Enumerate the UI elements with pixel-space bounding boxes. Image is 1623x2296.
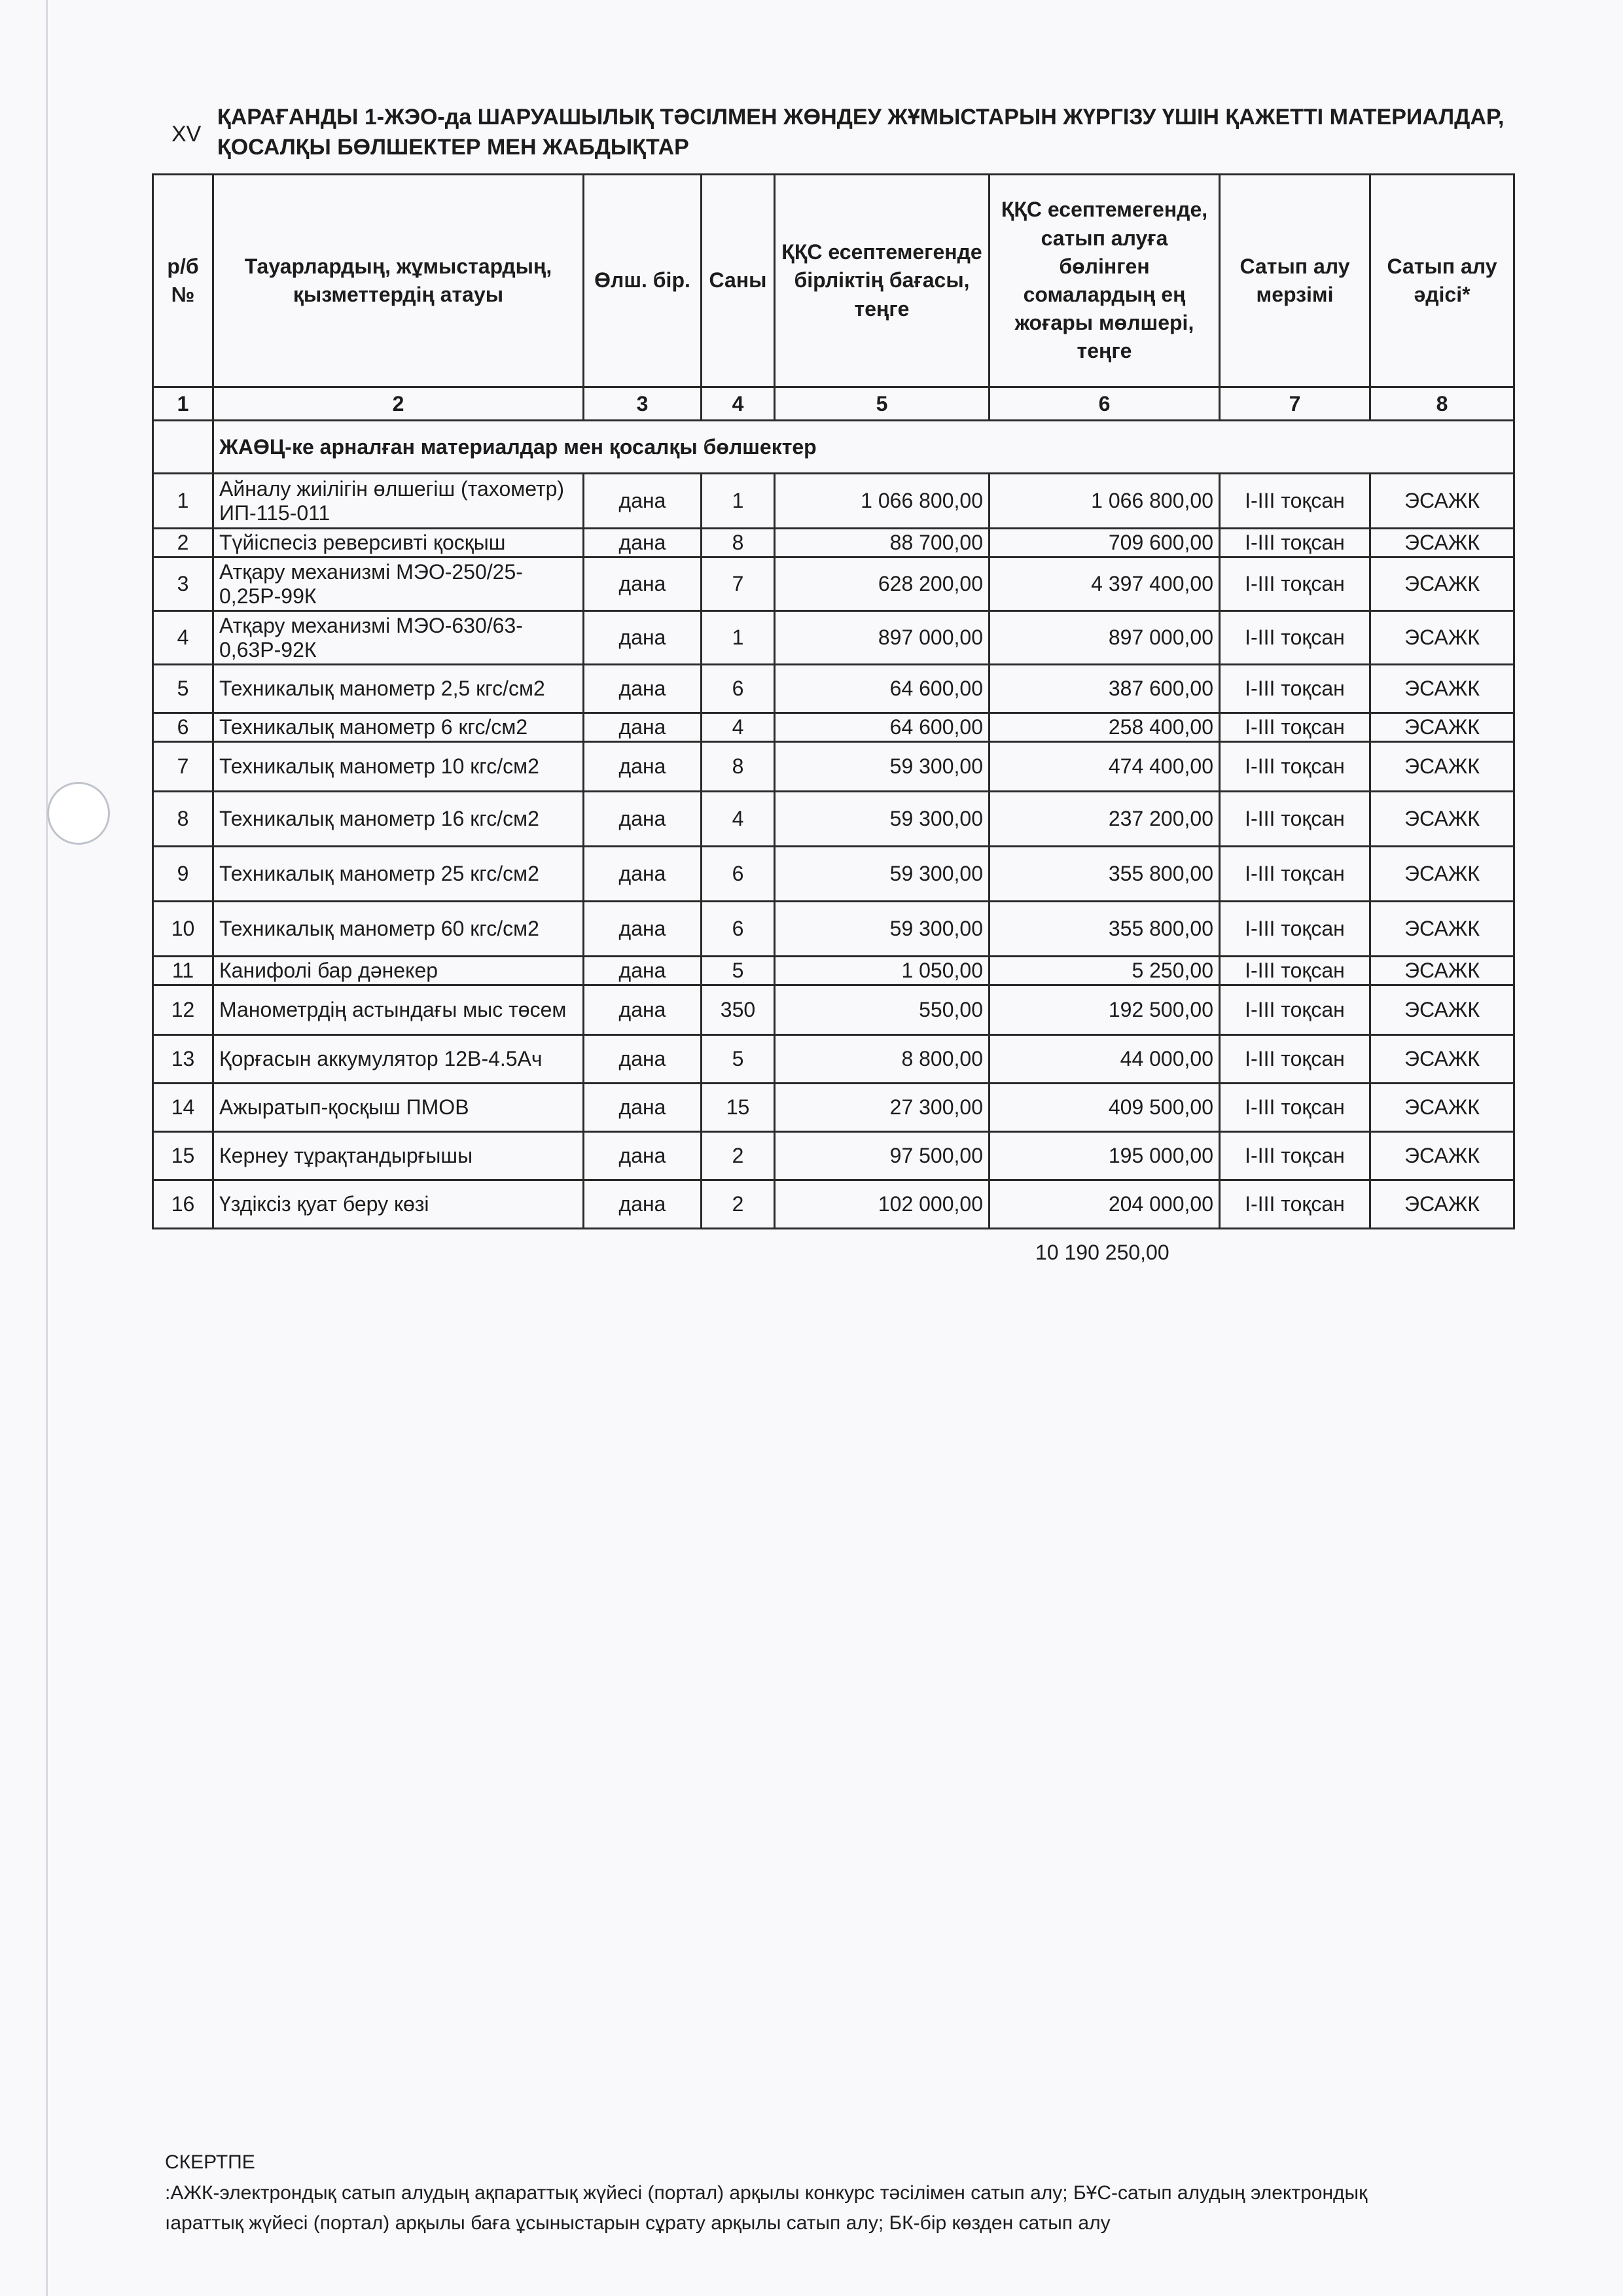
page-edge (46, 0, 48, 2296)
cell-qty: 5 (702, 957, 775, 985)
cell-method: ЭСАЖК (1370, 611, 1514, 665)
cell-method: ЭСАЖК (1370, 742, 1514, 792)
title-line-1: ҚАРАҒАНДЫ 1-ЖЭО-да ШАРУАШЫЛЫҚ ТӘСІЛМЕН ЖӨНДЕУ ЖҰМЫСТАРЫН ЖҮРГІЗУ ҮШІН ҚАЖЕТТІ МАТЕРИАЛДАР, (217, 105, 1505, 130)
cell-method: ЭСАЖК (1370, 713, 1514, 742)
cell-qty: 6 (702, 847, 775, 902)
cell-term: I-III тоқсан (1220, 529, 1370, 557)
cell-price: 97 500,00 (775, 1132, 990, 1180)
cell-name: Ажыратып-қосқыш ПМОВ (213, 1084, 584, 1132)
cell-term: I-III тоқсан (1220, 1035, 1370, 1084)
cell-sum: 1 066 800,00 (990, 474, 1220, 529)
header-cell: Тауарлардың, жұмыстардың, қызметтердің атауы (213, 175, 584, 387)
cell-price: 897 000,00 (775, 611, 990, 665)
cell-sum: 237 200,00 (990, 792, 1220, 847)
table-row (153, 1180, 1514, 1229)
cell-method: ЭСАЖК (1370, 1084, 1514, 1132)
cell-unit: дана (584, 985, 702, 1035)
cell-method: ЭСАЖК (1370, 529, 1514, 557)
cell-qty: 15 (702, 1084, 775, 1132)
cell-price: 628 200,00 (775, 557, 990, 611)
cell-n: 2 (153, 529, 213, 557)
title-line-2: ҚОСАЛҚЫ БӨЛШЕКТЕР МЕН ЖАБДЫҚТАР (217, 135, 689, 160)
cell-unit: дана (584, 1084, 702, 1132)
section-row (153, 421, 1514, 474)
cell-n: 8 (153, 792, 213, 847)
cell-price: 59 300,00 (775, 847, 990, 902)
table-row (153, 713, 1514, 742)
cell-sum: 409 500,00 (990, 1084, 1220, 1132)
cell-sum: 355 800,00 (990, 847, 1220, 902)
cell-price: 64 600,00 (775, 665, 990, 713)
footnote-line-2: ıараттық жүйесі (портал) арқылы баға ұсыныстарын сұрату арқылы сатып алу; БК-бір көзден сатып алу (165, 2212, 1111, 2234)
cell-qty: 5 (702, 1035, 775, 1084)
table-row (153, 985, 1514, 1035)
table-row (153, 1132, 1514, 1180)
cell-name: Техникалық манометр 2,5 кгс/см2 (213, 665, 584, 713)
cell-name: Қорғасын аккумулятор 12В-4.5Ач (213, 1035, 584, 1084)
cell-term: I-III тоқсан (1220, 847, 1370, 902)
cell-qty: 6 (702, 665, 775, 713)
header-cell: Өлш. бір. (584, 175, 702, 387)
cell-name: Айналу жиілігін өлшегіш (тахометр) ИП-115-011 (213, 474, 584, 529)
cell-n: 4 (153, 611, 213, 665)
cell-method: ЭСАЖК (1370, 1180, 1514, 1229)
cell-method: ЭСАЖК (1370, 1132, 1514, 1180)
header-cell: ҚҚС есептемегенде, сатып алуға бөлінген сомалардың ең жоғары мөлшері, теңге (990, 175, 1220, 387)
table-row (153, 665, 1514, 713)
cell-qty: 8 (702, 742, 775, 792)
cell-term: I-III тоқсан (1220, 792, 1370, 847)
cell-method: ЭСАЖК (1370, 792, 1514, 847)
cell-price: 102 000,00 (775, 1180, 990, 1229)
cell-name: Кернеу тұрақтандырғышы (213, 1132, 584, 1180)
table-row (153, 1035, 1514, 1084)
cell-term: I-III тоқсан (1220, 1084, 1370, 1132)
table-row (153, 957, 1514, 985)
cell-n: 14 (153, 1084, 213, 1132)
cell-qty: 1 (702, 611, 775, 665)
header-cell: р/б № (153, 175, 213, 387)
column-number: 2 (213, 387, 584, 421)
cell-name: Канифолі бар дәнекер (213, 957, 584, 985)
cell-name: Техникалық манометр 60 кгс/см2 (213, 902, 584, 957)
cell-n: 5 (153, 665, 213, 713)
cell-term: I-III тоқсан (1220, 985, 1370, 1035)
cell-term: I-III тоқсан (1220, 742, 1370, 792)
cell-name: Үздіксіз қуат беру көзі (213, 1180, 584, 1229)
cell-price: 1 066 800,00 (775, 474, 990, 529)
column-number-row (153, 387, 1514, 421)
cell-sum: 709 600,00 (990, 529, 1220, 557)
cell-qty: 6 (702, 902, 775, 957)
cell-n: 15 (153, 1132, 213, 1180)
cell-n: 1 (153, 474, 213, 529)
footnote (165, 2147, 1367, 2239)
cell-unit: дана (584, 474, 702, 529)
table-row (153, 742, 1514, 792)
cell-term: I-III тоқсан (1220, 902, 1370, 957)
cell-method: ЭСАЖК (1370, 847, 1514, 902)
cell-n: 10 (153, 902, 213, 957)
cell-sum: 258 400,00 (990, 713, 1220, 742)
table-row (153, 902, 1514, 957)
cell-unit: дана (584, 847, 702, 902)
cell-sum: 195 000,00 (990, 1132, 1220, 1180)
cell-sum: 474 400,00 (990, 742, 1220, 792)
cell-unit: дана (584, 529, 702, 557)
cell-name: Манометрдің астындағы мыс төсем (213, 985, 584, 1035)
cell-unit: дана (584, 742, 702, 792)
cell-term: I-III тоқсан (1220, 611, 1370, 665)
column-number: 8 (1370, 387, 1514, 421)
cell-sum: 5 250,00 (990, 957, 1220, 985)
cell-qty: 4 (702, 713, 775, 742)
cell-price: 64 600,00 (775, 713, 990, 742)
cell-unit: дана (584, 902, 702, 957)
cell-qty: 2 (702, 1180, 775, 1229)
cell-price: 27 300,00 (775, 1084, 990, 1132)
cell-method: ЭСАЖК (1370, 1035, 1514, 1084)
total-amount: 10 190 250,00 (1035, 1241, 1169, 1264)
cell-unit: дана (584, 557, 702, 611)
cell-sum: 192 500,00 (990, 985, 1220, 1035)
footnote-line-1: :АЖК-электрондық сатып алудың ақпараттық жүйесі (портал) арқылы конкурс тәсілімен сатып алу; БҰС-сатып алудың электрондық (165, 2181, 1368, 2204)
cell-method: ЭСАЖК (1370, 957, 1514, 985)
column-number: 6 (990, 387, 1220, 421)
section-title: ЖАӨЦ-ке арналған материалдар мен қосалқы бөлшектер (213, 421, 1514, 474)
table-row (153, 792, 1514, 847)
cell-price: 88 700,00 (775, 529, 990, 557)
cell-term: I-III тоқсан (1220, 1132, 1370, 1180)
cell-term: I-III тоқсан (1220, 665, 1370, 713)
cell-name: Атқару механизмі МЭО-250/25-0,25Р-99К (213, 557, 584, 611)
punch-hole (47, 782, 110, 845)
table-row (153, 1084, 1514, 1132)
cell-n: 11 (153, 957, 213, 985)
cell-price: 59 300,00 (775, 742, 990, 792)
table-row (153, 474, 1514, 529)
cell-n: 9 (153, 847, 213, 902)
cell-n: 3 (153, 557, 213, 611)
cell-name: Түйіспесіз реверсивті қосқыш (213, 529, 584, 557)
cell-unit: дана (584, 1132, 702, 1180)
table-row (153, 847, 1514, 902)
cell-unit: дана (584, 611, 702, 665)
footnote-title: СКЕРТПЕ (165, 2151, 255, 2173)
column-number: 3 (584, 387, 702, 421)
cell-sum: 204 000,00 (990, 1180, 1220, 1229)
cell-qty: 1 (702, 474, 775, 529)
cell-n: 16 (153, 1180, 213, 1229)
header-cell: ҚҚС есептемегенде бірліктің бағасы, теңге (775, 175, 990, 387)
table-row (153, 611, 1514, 665)
cell-term: I-III тоқсан (1220, 1180, 1370, 1229)
cell-name: Техникалық манометр 6 кгс/см2 (213, 713, 584, 742)
header-row (153, 175, 1514, 387)
cell-unit: дана (584, 665, 702, 713)
cell-name: Техникалық манометр 10 кгс/см2 (213, 742, 584, 792)
cell-method: ЭСАЖК (1370, 474, 1514, 529)
cell-term: I-III тоқсан (1220, 957, 1370, 985)
header-cell: Саны (702, 175, 775, 387)
cell-qty: 350 (702, 985, 775, 1035)
cell-term: I-III тоқсан (1220, 557, 1370, 611)
cell-name: Техникалық манометр 16 кгс/см2 (213, 792, 584, 847)
cell-qty: 2 (702, 1132, 775, 1180)
cell-n: 7 (153, 742, 213, 792)
cell-name: Атқару механизмі МЭО-630/63-0,63Р-92К (213, 611, 584, 665)
cell-method: ЭСАЖК (1370, 902, 1514, 957)
cell-sum: 897 000,00 (990, 611, 1220, 665)
table-row (153, 557, 1514, 611)
header-cell: Сатып алу мерзімі (1220, 175, 1370, 387)
cell-qty: 4 (702, 792, 775, 847)
section-roman-numeral: XV (171, 122, 202, 147)
cell-price: 59 300,00 (775, 792, 990, 847)
cell-unit: дана (584, 1035, 702, 1084)
column-number: 7 (1220, 387, 1370, 421)
cell-method: ЭСАЖК (1370, 985, 1514, 1035)
cell-method: ЭСАЖК (1370, 557, 1514, 611)
cell-sum: 44 000,00 (990, 1035, 1220, 1084)
cell-sum: 355 800,00 (990, 902, 1220, 957)
cell-unit: дана (584, 713, 702, 742)
cell-price: 59 300,00 (775, 902, 990, 957)
cell-qty: 8 (702, 529, 775, 557)
cell-price: 550,00 (775, 985, 990, 1035)
cell-qty: 7 (702, 557, 775, 611)
cell-method: ЭСАЖК (1370, 665, 1514, 713)
cell-sum: 387 600,00 (990, 665, 1220, 713)
cell-name: Техникалық манометр 25 кгс/см2 (213, 847, 584, 902)
header-cell: Сатып алу әдісі* (1370, 175, 1514, 387)
cell-unit: дана (584, 957, 702, 985)
cell-price: 8 800,00 (775, 1035, 990, 1084)
cell-n: 6 (153, 713, 213, 742)
cell-unit: дана (584, 792, 702, 847)
cell-term: I-III тоқсан (1220, 474, 1370, 529)
materials-table (152, 173, 1515, 1229)
column-number: 5 (775, 387, 990, 421)
cell-n: 12 (153, 985, 213, 1035)
column-number: 1 (153, 387, 213, 421)
cell-price: 1 050,00 (775, 957, 990, 985)
cell-sum: 4 397 400,00 (990, 557, 1220, 611)
cell-n: 13 (153, 1035, 213, 1084)
table-row (153, 529, 1514, 557)
cell-unit: дана (584, 1180, 702, 1229)
column-number: 4 (702, 387, 775, 421)
cell-term: I-III тоқсан (1220, 713, 1370, 742)
